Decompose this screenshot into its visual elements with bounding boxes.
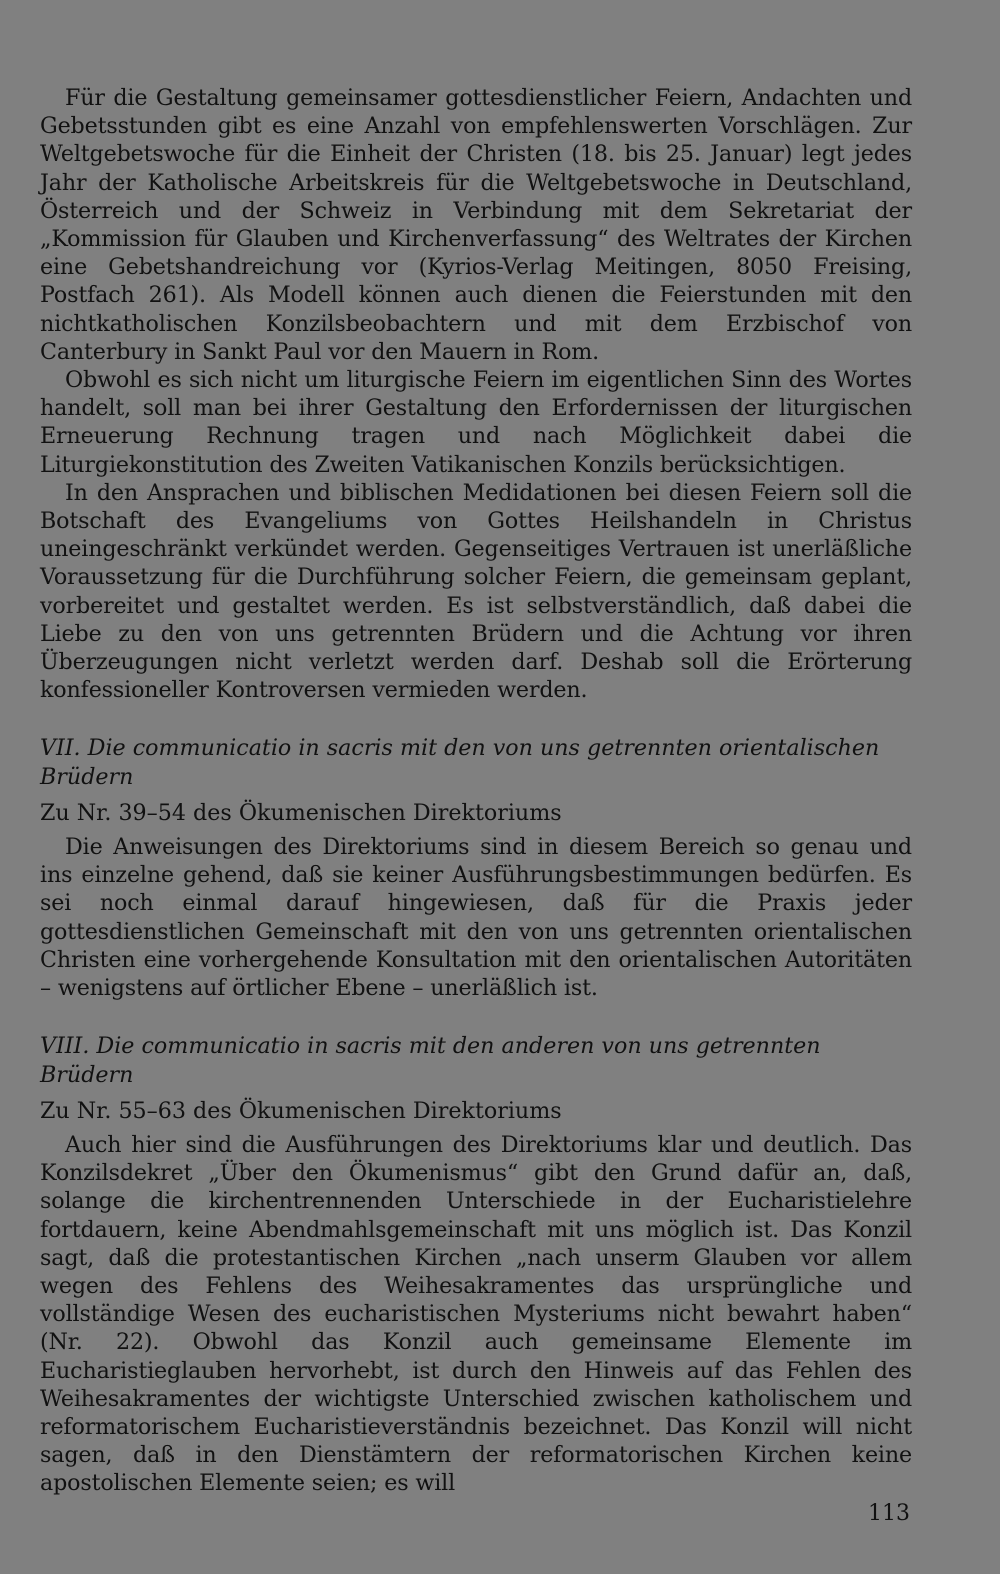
paragraph-directory-instructions: Die Anweisungen des Direktoriums sind in diesem Bereich so genau und ins einzelne gehend, daß sie keiner Ausführungsbestimmungen bedürfen. Es sei noch einmal darauf hingewiesen, daß für die Praxis jeder gottesdienstlichen Gemeinschaft mit den von uns getrennten orientalischen Christen eine vorhergehende Konsultation mit den orientalischen Autoritäten – wenigstens auf örtlicher Ebene – unerläßlich ist. <box>40 834 912 1002</box>
section-subheading-viii: Zu Nr. 55–63 des Ökumenischen Direktoriums <box>40 1097 562 1124</box>
paragraph-council-decree: Auch hier sind die Ausführungen des Direktoriums klar und deutlich. Das Konzilsdekret „Über den Ökumenismus“ gibt den Grund dafür an, daß, solange die kirchentrennenden Unterschiede in der Eucharistielehre fortdauern, keine Abendmahlsgemeinschaft mit uns möglich ist. Das Konzil sagt, daß die protestantischen Kirchen „nach unserm Glauben vor allem wegen des Fehlens des Weihesakramentes das ursprüngliche und vollständige Wesen des eucharistischen Mysteriums nicht bewahrt haben“ (Nr. 22). Obwohl das Konzil auch gemeinsame Elemente im Eucharistieglauben hervorhebt, ist durch den Hinweis auf das Fehlen des Weihesakramentes der wichtigste Unterschied zwischen katholischem und reformatorischem Eucharistieverständnis bezeichnet. Das Konzil will nicht sagen, daß in den Dienstämtern der reformatorischen Kirchen keine apostolischen Elemente seien; es will <box>40 1131 912 1497</box>
section-heading-viii: VIII. Die communicatio in sacris mit den anderen von uns getrennten Brüdern <box>40 1033 821 1088</box>
section-subheading-vii: Zu Nr. 39–54 des Ökumenischen Direktoriums <box>40 799 562 826</box>
page-body <box>40 84 912 1498</box>
paragraph-prayer-services: Für die Gestaltung gemeinsamer gottesdienstlicher Feiern, Andachten und Gebetsstunden gibt es eine Anzahl von empfehlenswerten Vorschlägen. Zur Weltgebetswoche für die Einheit der Christen (18. bis 25. Januar) legt jedes Jahr der Katholische Arbeitskreis für die Weltgebetswoche in Deutschland, Österreich und der Schweiz in Verbindung mit dem Sekretariat der „Kommission für Glauben und Kirchenverfassung“ des Weltrates der Kirchen eine Gebetshandreichung vor (Kyrios-Verlag Meitingen, 8050 Freising, Postfach 261). Als Modell können auch dienen die Feierstunden mit den nichtkatholischen Konzilsbeobachtern und mit dem Erzbischof von Canterbury in Sankt Paul vor den Mauern in Rom. <box>40 85 912 365</box>
paragraph-sermons-meditations: In den Ansprachen und biblischen Medidationen bei diesen Feiern soll die Botschaft des Evangeliums von Gottes Heilshandeln in Christus uneingeschränkt verkündet werden. Gegenseitiges Vertrauen ist unerläßliche Voraussetzung für die Durchführung solcher Feiern, die gemeinsam geplant, vorbereitet und gestaltet werden. Es ist selbstverständlich, daß dabei die Liebe zu den von uns getrennten Brüdern und die Achtung vor ihren Überzeugungen nicht verletzt werden darf. Deshab soll die Erörterung konfessioneller Kontroversen vermieden werden. <box>40 479 912 704</box>
section-heading-vii: VII. Die communicatio in sacris mit den von uns getrennten orientalischen Brüdern <box>40 735 880 790</box>
paragraph-liturgical-renewal: Obwohl es sich nicht um liturgische Feiern im eigentlichen Sinn des Wortes handelt, soll man bei ihrer Gestaltung den Erfordernissen der liturgischen Erneuerung Rechnung tragen und nach Möglichkeit dabei die Liturgiekonstitution des Zweiten Vatikanischen Konzils berücksichtigen. <box>40 367 912 478</box>
page-number: 113 <box>868 1501 910 1526</box>
